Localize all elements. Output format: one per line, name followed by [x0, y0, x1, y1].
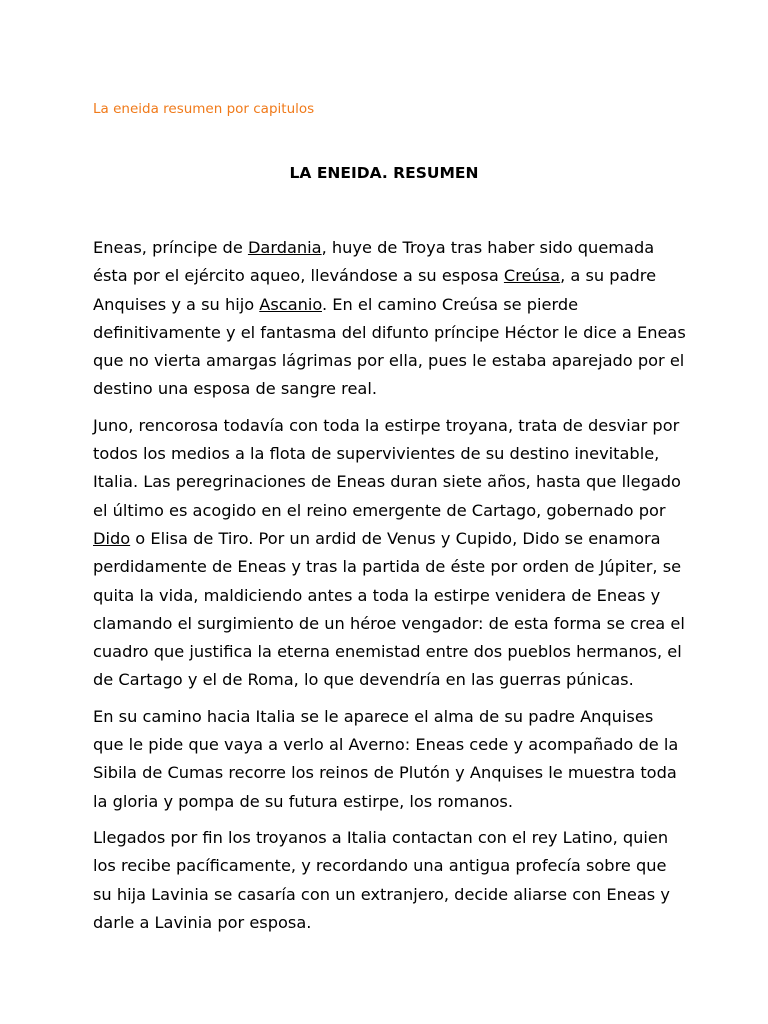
text-line: todos los medios a la flota de supervivientes de su destino inevitable, — [93, 444, 660, 464]
text-line: los recibe pacíficamente, y recordando una antigua profecía sobre que — [93, 856, 667, 876]
text-segment: Anquises y a su hijo — [93, 294, 260, 314]
text-segment: ésta por el ejército aqueo, llevándose a su esposa — [93, 266, 504, 286]
document-title: LA ENEIDA. RESUMEN — [289, 164, 479, 182]
text-line: darle a Lavinia por esposa. — [93, 912, 312, 932]
text-line: el último es acogido en el reino emergente de Cartago, gobernado por — [93, 500, 666, 520]
text-line: quita la vida, maldiciendo antes a toda la estirpe venidera de Eneas y — [93, 585, 661, 605]
text-line: que no vierta amargas lágrimas por ella, pues le estaba aparejado por el — [93, 351, 685, 371]
link-dido[interactable]: Dido — [93, 528, 131, 548]
text-segment: , a su padre — [560, 266, 657, 286]
text-line: la gloria y pompa de su futura estirpe, los romanos. — [93, 791, 514, 811]
link-creusa[interactable]: Creúsa — [503, 266, 561, 286]
paragraph-2 — [93, 412, 683, 695]
text-line: su hija Lavinia se casaría con un extranjero, decide aliarse con Eneas y — [93, 884, 670, 904]
text-line — [93, 234, 683, 262]
document-body — [93, 234, 686, 945]
text-segment: o Elisa de Tiro. Por un ardid de Venus y Cupido, Dido se enamora — [130, 528, 661, 548]
text-line: Italia. Las peregrinaciones de Eneas duran siete años, hasta que llegado — [93, 472, 681, 492]
text-segment: Eneas, príncipe de — [93, 238, 248, 257]
text-line — [93, 262, 683, 290]
text-line: Sibila de Cumas recorre los reinos de Plutón y Anquises le muestra toda — [93, 763, 677, 783]
text-line: perdidamente de Eneas y tras la partida de éste por orden de Júpiter, se — [93, 557, 682, 577]
text-line: que le pide que vaya a verlo al Averno: Eneas cede y acompañado de la — [93, 735, 679, 755]
text-line: definitivamente y el fantasma del difunto príncipe Héctor le dice a Eneas — [93, 322, 686, 342]
text-segment: . En el camino Creúsa se pierde — [321, 294, 579, 314]
text-line: clamando el surgimiento de un héroe vengador: de esta forma se crea el — [93, 613, 685, 633]
text-line: destino una esposa de sangre real. — [93, 379, 377, 399]
paragraph-4 — [93, 824, 683, 937]
text-line: Llegados por fin los troyanos a Italia contactan con el rey Latino, quien — [93, 827, 669, 847]
text-line: cuadro que justifica la eterna enemistad entre dos pueblos hermanos, el — [93, 642, 682, 662]
paragraph-3 — [93, 703, 683, 816]
text-line: En su camino hacia Italia se le aparece el alma de su padre Anquises — [93, 706, 654, 726]
header-link[interactable]: La eneida resumen por capitulos — [93, 101, 315, 117]
text-line — [93, 291, 683, 319]
link-dardania[interactable]: Dardania — [247, 238, 322, 257]
paragraph-1 — [93, 234, 686, 404]
text-line: de Cartago y el de Roma, lo que devendría en las guerras púnicas. — [93, 670, 634, 690]
text-segment: , huye de Troya tras haber sido quemada — [321, 238, 655, 257]
link-ascanio[interactable]: Ascanio — [259, 294, 322, 314]
text-line — [93, 525, 683, 553]
text-line: Juno, rencorosa todavía con toda la estirpe troyana, trata de desviar por — [93, 415, 680, 435]
